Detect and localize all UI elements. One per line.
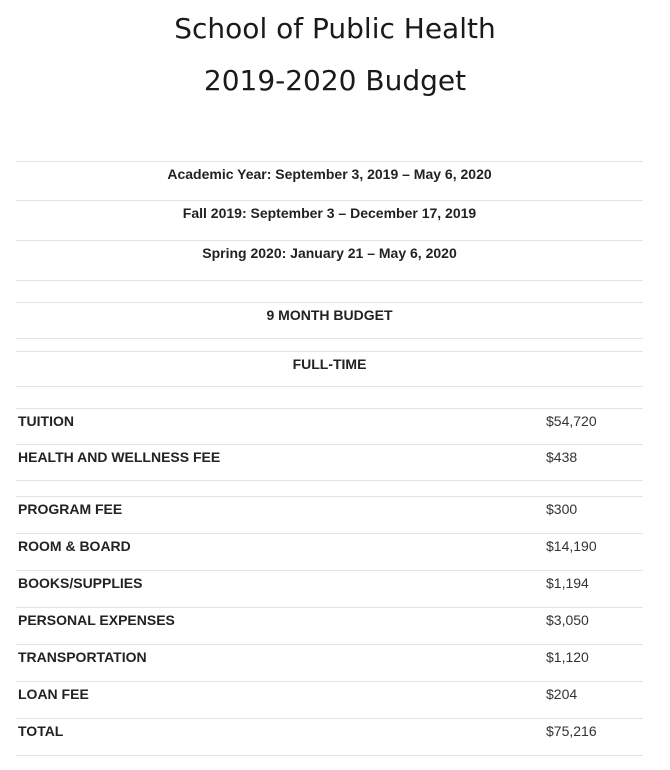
enrollment-heading: FULL-TIME [292, 356, 367, 372]
table-divider [16, 161, 643, 162]
row-amount: $300 [546, 501, 578, 517]
row-amount: $438 [546, 449, 578, 465]
row-label: ROOM & BOARD [18, 538, 131, 554]
table-divider [16, 240, 643, 241]
table-divider [16, 533, 643, 534]
table-divider [16, 200, 643, 201]
table-divider [16, 570, 643, 571]
row-amount: $1,120 [546, 649, 589, 665]
row-amount: $204 [546, 686, 578, 702]
page-subtitle: 2019-2020 Budget [203, 64, 467, 97]
total-label: TOTAL [18, 723, 64, 739]
total-amount: $75,216 [546, 723, 597, 739]
table-divider [16, 408, 643, 409]
row-amount: $54,720 [546, 413, 597, 429]
row-amount: $1,194 [546, 575, 589, 591]
row-amount: $14,190 [546, 538, 597, 554]
spring-term-text: Spring 2020: January 21 – May 6, 2020 [202, 245, 457, 261]
table-divider [16, 338, 643, 339]
table-divider [16, 386, 643, 387]
fall-term-text: Fall 2019: September 3 – December 17, 2019 [182, 205, 477, 221]
table-divider [16, 718, 643, 719]
row-label: BOOKS/SUPPLIES [18, 575, 143, 591]
table-divider [16, 755, 643, 756]
row-amount: $3,050 [546, 612, 589, 628]
row-label: LOAN FEE [18, 686, 89, 702]
table-divider [16, 351, 643, 352]
table-divider [16, 644, 643, 645]
table-divider [16, 444, 643, 445]
row-label: PROGRAM FEE [18, 501, 123, 517]
academic-year-text: Academic Year: September 3, 2019 – May 6, 2020 [167, 166, 492, 182]
row-label: TRANSPORTATION [18, 649, 147, 665]
table-divider [16, 496, 643, 497]
table-divider [16, 280, 643, 281]
table-divider [16, 681, 643, 682]
table-divider [16, 607, 643, 608]
table-divider [16, 480, 643, 481]
row-label: TUITION [18, 413, 74, 429]
table-divider [16, 302, 643, 303]
row-label: PERSONAL EXPENSES [18, 612, 175, 628]
period-heading: 9 MONTH BUDGET [266, 307, 393, 323]
row-label: HEALTH AND WELLNESS FEE [18, 449, 221, 465]
page-title: School of Public Health [174, 12, 496, 45]
